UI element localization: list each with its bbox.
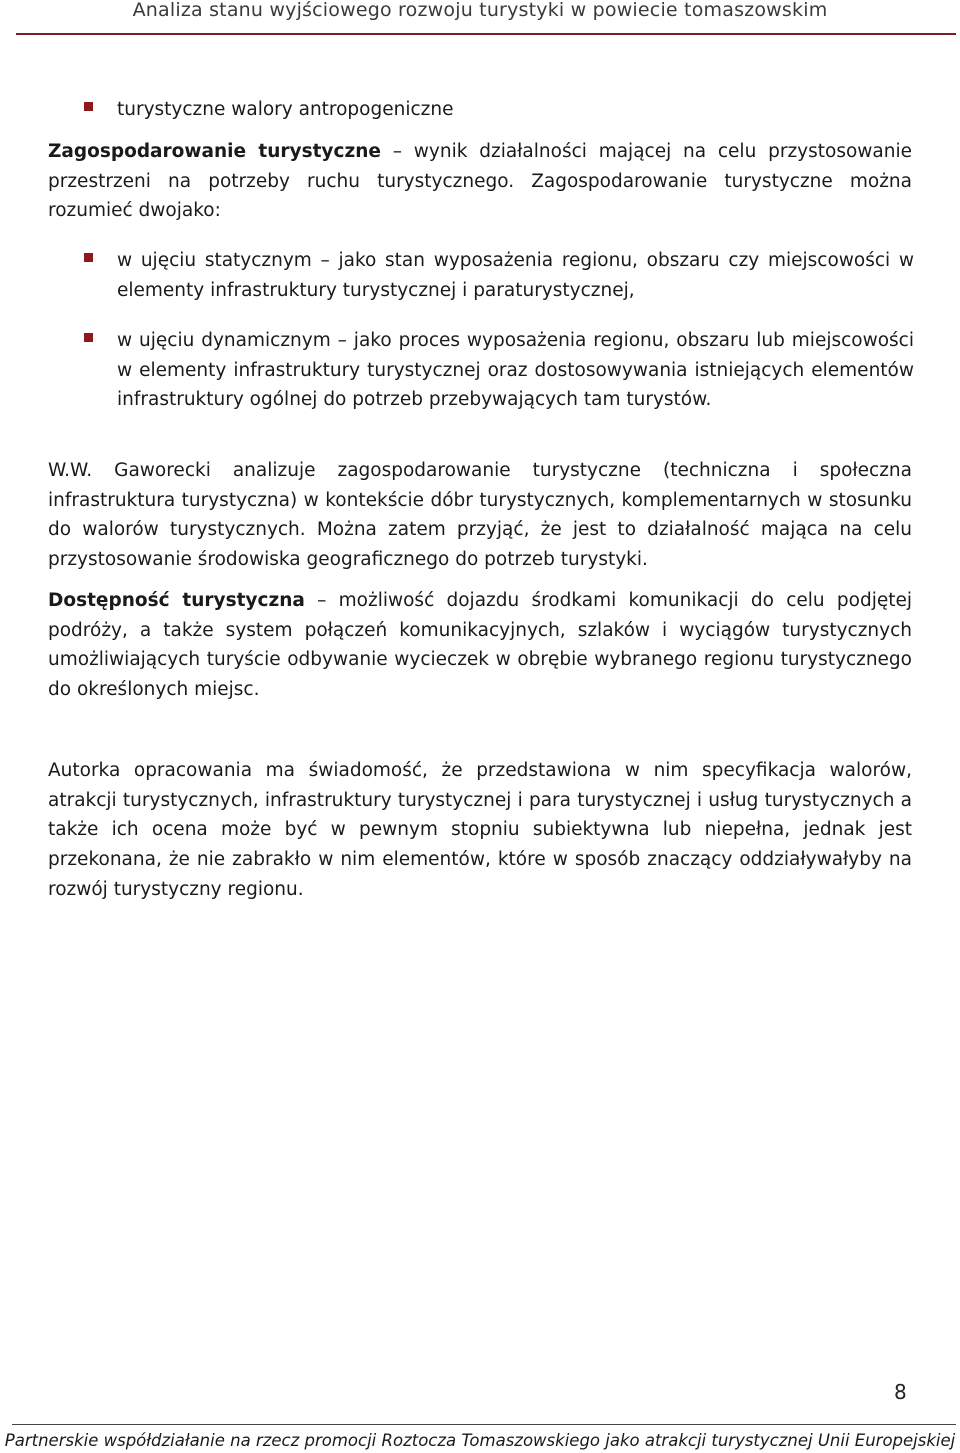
- page-header-title: Analiza stanu wyjściowego rozwoju turystyki w powiecie tomaszowskim: [132, 0, 828, 21]
- bullet-square-icon: [84, 102, 93, 111]
- term-dostepnosc: Dostępność turystyczna: [48, 590, 305, 611]
- list-item-text: turystyczne walory antropogeniczne: [117, 99, 454, 120]
- definition-dostepnosc: [48, 586, 912, 705]
- list-item-dynamiczny: [84, 326, 914, 415]
- paragraph-gaworecki: W.W. Gaworecki analizuje zagospodarowanie turystyczne (techniczna i społeczna infrastruktura turystyczna) w kontekście dóbr turystycznych, komplementarnych w stosunku do walorów turystycznych. Można zatem przyjąć, że jest to działalność mająca na celu przystosowanie środowiska geograficznego do potrzeb turystyki.: [48, 460, 912, 571]
- bullet-square-icon: [84, 333, 93, 342]
- term-zagospodarowanie: Zagospodarowanie turystyczne: [48, 141, 381, 162]
- list-item-text: w ujęciu dynamicznym – jako proces wyposażenia regionu, obszaru lub miejscowości w elementy infrastruktury turystycznej oraz dostosowywania istniejących elementów infrastruktury ogólnej do potrzeb przebywających tam turystów.: [117, 330, 914, 411]
- page-number: 8: [894, 1380, 907, 1404]
- page-footer: Partnerskie współdziałanie na rzecz promocji Roztocza Tomaszowskiego jako atrakcji turystycznej Unii Europejskiej: [4, 1431, 956, 1450]
- list-item-statyczny: [84, 246, 914, 305]
- definition-zagospodarowanie: [48, 137, 912, 226]
- bullet-square-icon: [84, 253, 93, 262]
- header-divider: [16, 33, 956, 35]
- paragraph-closing: Autorka opracowania ma świadomość, że przedstawiona w nim specyfikacja walorów, atrakcji turystycznych, infrastruktury turystycznej i para turystycznej i usług turystycznych a także ich ocena może być w pewnym stopniu subiektywna lub niepełna, jednak jest przekonana, że nie zabrakło w nim elementów, które w sposób znaczący oddziaływałyby na rozwój turystyczny regionu.: [48, 760, 912, 900]
- footer-divider: [12, 1424, 956, 1425]
- definition-dostepnosc-text: – możliwość dojazdu środkami komunikacji do celu podjętej podróży, a także system połączeń komunikacyjnych, szlaków i wyciągów turystycznych umożliwiających turyście odbywanie wycieczek w obrębie wybranego regionu turystycznego do określonych miejsc.: [48, 590, 912, 701]
- list-item-text: w ujęciu statycznym – jako stan wyposażenia regionu, obszaru czy miejscowości w elementy infrastruktury turystycznej i paraturystycznej,: [117, 250, 914, 301]
- definition-zagospodarowanie-text: – wynik działalności mającej na celu przystosowanie przestrzeni na potrzeby ruchu turystycznego. Zagospodarowanie turystyczne można rozumieć dwojako:: [48, 141, 912, 222]
- list-item-antropogeniczne: [84, 95, 914, 125]
